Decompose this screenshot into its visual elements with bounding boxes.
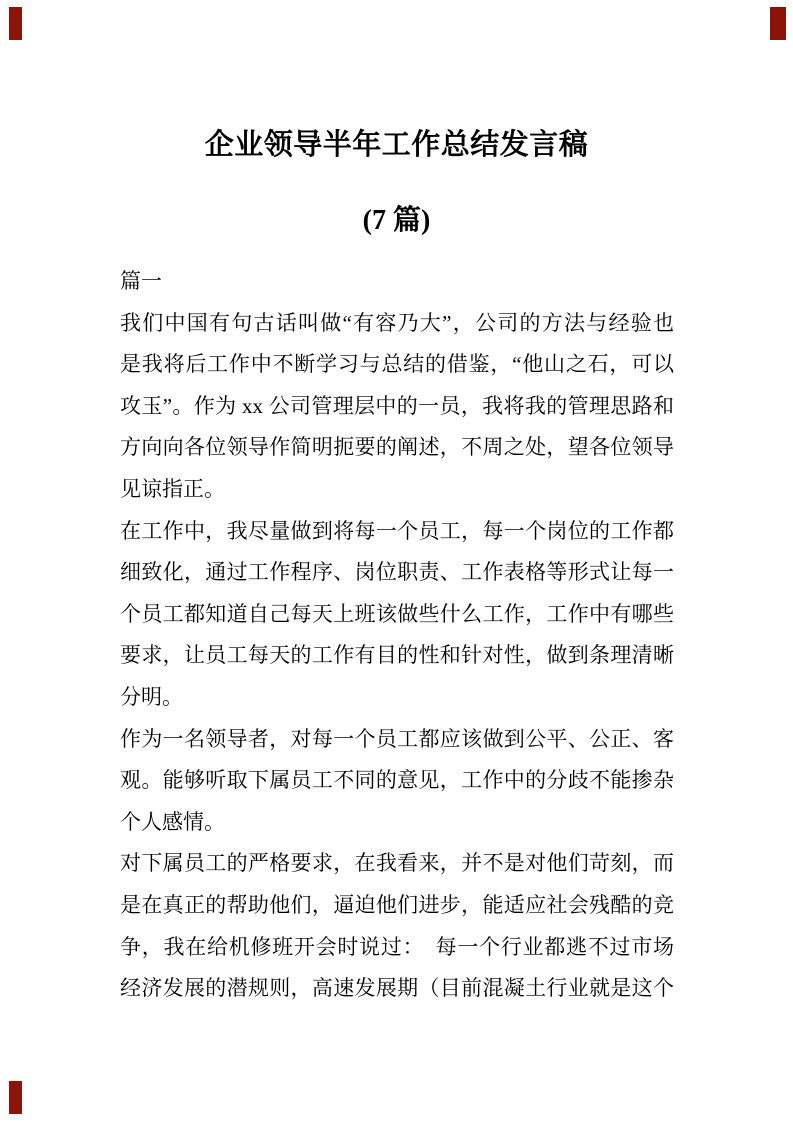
document-title: 企业领导半年工作总结发言稿: [204, 129, 589, 161]
text-line: 观。能够听取下属员工不同的意见，工作中的分歧不能掺杂: [120, 768, 674, 793]
text-line: 方向向各位领导作简明扼要的阐述，不周之处，望各位领导: [120, 435, 674, 460]
corner-marker-top-right: [770, 7, 786, 40]
paragraphs-container: [120, 303, 674, 1010]
text-line: 作为一名领导者，对每一个员工都应该做到公平、公正、客: [120, 726, 674, 751]
section-label: 篇一: [120, 269, 162, 293]
text-line: 分明。: [120, 684, 183, 709]
text-line: 个人感情。: [120, 809, 225, 834]
text-line: 对下属员工的严格要求，在我看来，并不是对他们苛刻，而: [120, 851, 674, 876]
document-body: [120, 261, 674, 1010]
text-line: 要求，让员工每天的工作有目的性和针对性，做到条理清晰: [120, 643, 674, 668]
corner-marker-bottom-left: [9, 1081, 22, 1114]
text-line: 是在真正的帮助他们，逼迫他们进步，能适应社会残酷的竞: [120, 892, 674, 917]
text-line: 细致化，通过工作程序、岗位职责、工作表格等形式让每一: [120, 560, 674, 585]
text-line: 争，我在给机修班开会时说过： 每一个行业都逃不过市场: [120, 934, 674, 959]
document-subtitle: (7 篇): [362, 205, 431, 236]
text-line: 攻玉”。作为 xx 公司管理层中的一员，我将我的管理思路和: [120, 393, 674, 418]
text-line: 我们中国有句古话叫做“有容乃大”，公司的方法与经验也: [120, 310, 674, 335]
corner-marker-top-left: [9, 7, 22, 40]
text-line: 见谅指正。: [120, 476, 225, 501]
text-line: 经济发展的潜规则，高速发展期（目前混凝土行业就是这个: [120, 976, 674, 1001]
text-line: 个员工都知道自己每天上班该做些什么工作，工作中有哪些: [120, 601, 674, 626]
text-line: 在工作中，我尽量做到将每一个员工，每一个岗位的工作都: [120, 518, 674, 543]
text-line: 是我将后工作中不断学习与总结的借鉴，“他山之石，可以: [120, 352, 674, 377]
